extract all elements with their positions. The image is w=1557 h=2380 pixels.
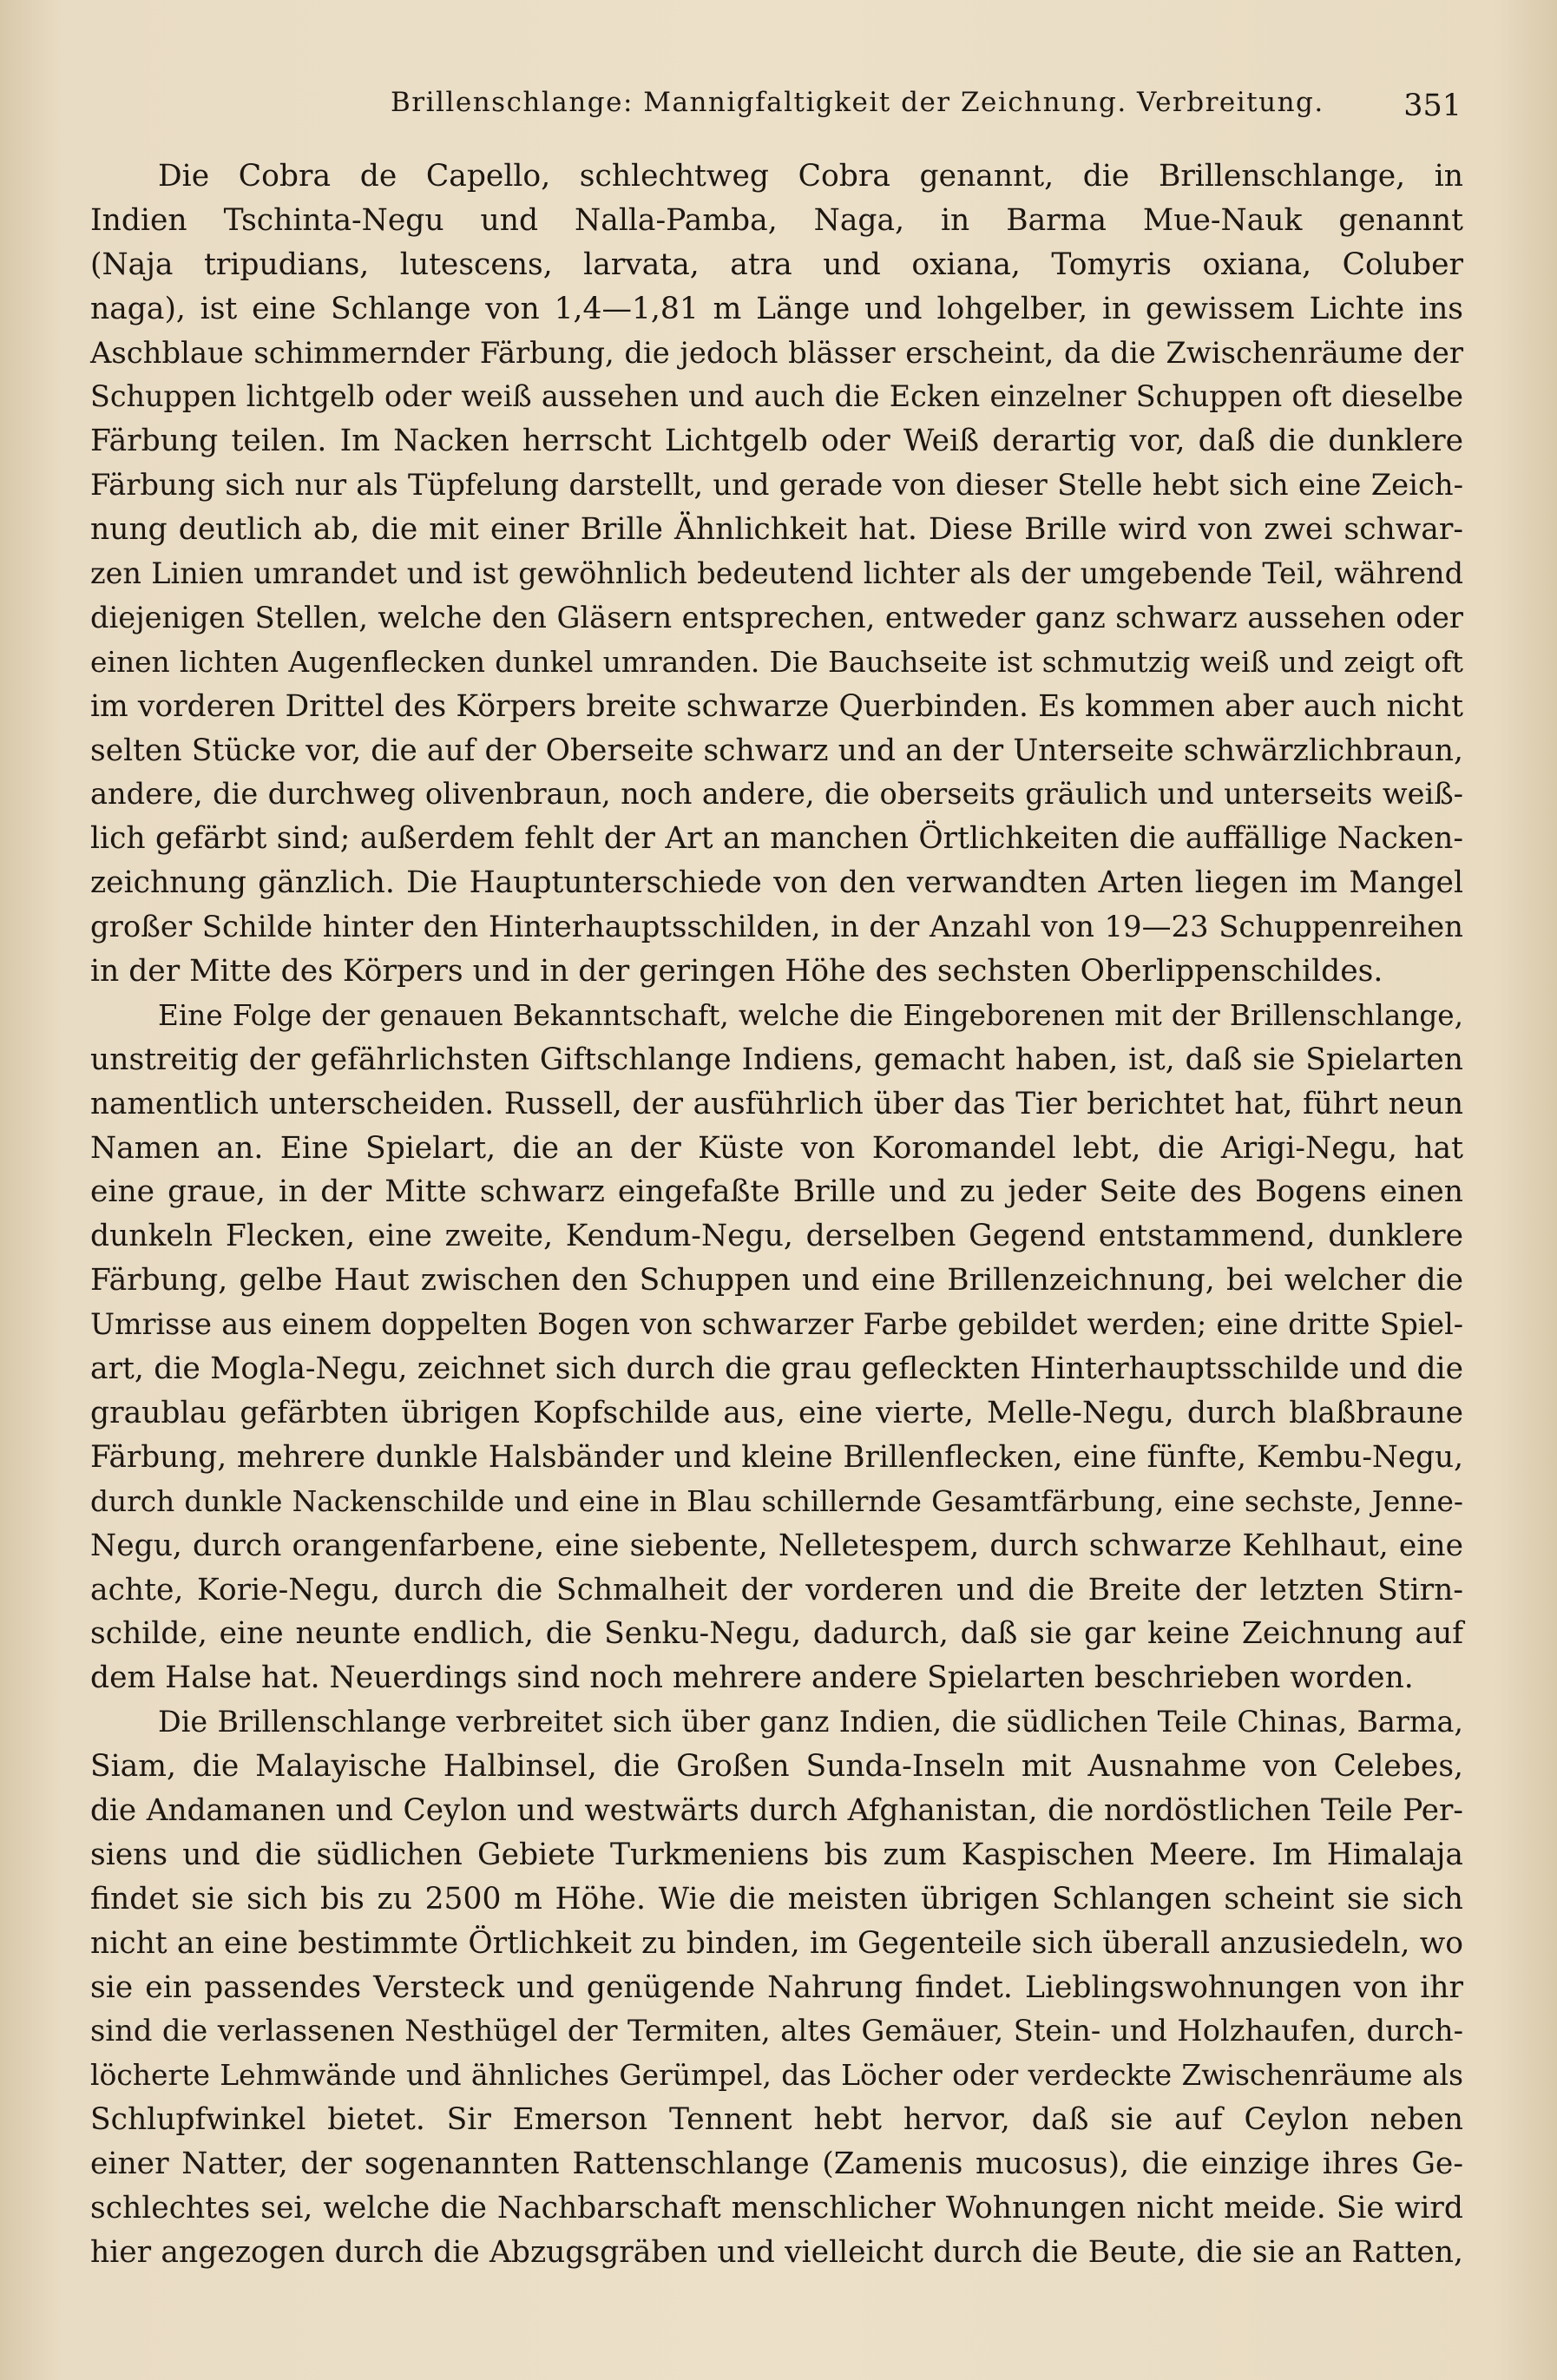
text-line: großer Schilde hinter den Hinterhauptsschilden, in der Anzahl von 19—23 Schuppenreihen (90, 910, 1463, 944)
text-line: zen Linien umrandet und ist gewöhnlich bedeutend lichter als der umgebende Teil, während (90, 556, 1463, 591)
text-line: selten Stücke vor, die auf der Oberseite schwarz und an der Unterseite schwärzlichbraun, (90, 733, 1463, 768)
text-line: unstreitig der gefährlichsten Giftschlange Indiens, gemacht haben, ist, daß sie Spielarten (90, 1042, 1463, 1077)
text-line: eine graue, in der Mitte schwarz eingefaßte Brille und zu jeder Seite des Bogens einen (90, 1174, 1463, 1210)
text-line: löcherte Lehmwände und ähnliches Gerümpel, das Löcher oder verdeckte Zwischenräume als (90, 2058, 1463, 2093)
text-line: hier angezogen durch die Abzugsgräben und vielleicht durch die Beute, die sie an Ratten, (90, 2234, 1463, 2270)
text-line: art, die Mogla-Negu, zeichnet sich durch die grau gefleckten Hinterhauptsschilde und die (90, 1351, 1463, 1387)
text-line: dem Halse hat. Neuerdings sind noch mehrere andere Spielarten beschrieben worden. (90, 1660, 1414, 1696)
text-line: Namen an. Eine Spielart, die an der Küste von Koromandel lebt, die Arigi-Negu, hat (90, 1130, 1463, 1166)
text-line: Negu, durch orangenfarbene, eine siebente, Nelletespem, durch schwarze Kehlhaut, eine (90, 1528, 1463, 1563)
running-title: Brillenschlange: Mannigfaltigkeit der Zeichnung. Verbreitung. (391, 87, 1324, 118)
text-line: Die Cobra de Capello, schlechtweg Cobra genannt, die Brillenschlange, in (158, 159, 1463, 194)
body-text (90, 155, 1463, 2275)
text-line: nicht an eine bestimmte Örtlichkeit zu binden, im Gegenteile sich überall anzusiedeln, wo (90, 1925, 1463, 1961)
text-line: nung deutlich ab, die mit einer Brille Ähnlichkeit hat. Diese Brille wird von zwei schwar- (90, 512, 1463, 548)
text-line: durch dunkle Nackenschilde und eine in Blau schillernde Gesamtfärbung, eine sechste, Jenne- (90, 1484, 1463, 1518)
text-line: sind die verlassenen Nesthügel der Termiten, altes Gemäuer, Stein- und Holzhaufen, durch- (90, 2014, 1463, 2048)
text-line: im vorderen Drittel des Körpers breite schwarze Querbinden. Es kommen aber auch nicht (90, 688, 1463, 724)
text-line: Färbung teilen. Im Nacken herrscht Lichtgelb oder Weiß derartig vor, daß die dunklere (90, 424, 1463, 459)
text-line: Schlupfwinkel bietet. Sir Emerson Tennent hebt hervor, daß sie auf Ceylon neben (90, 2102, 1463, 2138)
text-line: Färbung, gelbe Haut zwischen den Schuppen und eine Brillenzeichnung, bei welcher die (90, 1263, 1463, 1298)
text-line: Aschblaue schimmernder Färbung, die jedoch blässer erscheint, da die Zwischenräume der (90, 335, 1463, 370)
text-line: namentlich unterscheiden. Russell, der ausführlich über das Tier berichtet hat, führt neun (90, 1086, 1463, 1121)
text-line: siens und die südlichen Gebiete Turkmeniens bis zum Kaspischen Meere. Im Himalaja (90, 1837, 1463, 1872)
text-line: Eine Folge der genauen Bekanntschaft, welche die Eingeborenen mit der Brillenschlange, (158, 998, 1463, 1032)
text-line: findet sie sich bis zu 2500 m Höhe. Wie die meisten übrigen Schlangen scheint sie sich (90, 1881, 1463, 1916)
page-number: 351 (1403, 89, 1462, 123)
paragraph (90, 994, 1463, 1700)
text-line: andere, die durchweg olivenbraun, noch andere, die oberseits gräulich und unterseits weiß- (90, 777, 1463, 812)
text-line: zeichnung gänzlich. Die Hauptunterschiede von den verwandten Arten liegen im Mangel (90, 865, 1463, 901)
text-line: sie ein passendes Versteck und genügende Nahrung findet. Lieblingswohnungen von ihr (90, 1969, 1463, 2005)
paragraph (90, 155, 1463, 994)
text-line: Indien Tschinta-Negu und Nalla-Pamba, Naga, in Barma Mue-Nauk genannt (90, 202, 1463, 238)
text-line: dunkeln Flecken, eine zweite, Kendum-Negu, derselben Gegend entstammend, dunklere (90, 1219, 1463, 1254)
text-line: Umrisse aus einem doppelten Bogen von schwarzer Farbe gebildet werden; eine dritte Spiel- (90, 1307, 1463, 1342)
text-line: achte, Korie-Negu, durch die Schmalheit der vorderen und die Breite der letzten Stirn- (90, 1572, 1463, 1607)
text-line: (Naja tripudians, lutescens, larvata, atra und oxiana, Tomyris oxiana, Coluber (90, 247, 1463, 282)
text-line: schlechtes sei, welche die Nachbarschaft menschlicher Wohnungen nicht meide. Sie wird (90, 2190, 1463, 2225)
text-line: einer Natter, der sogenannten Rattenschlange (Zamenis mucosus), die einzige ihres Ge- (90, 2147, 1463, 2182)
text-line: Färbung sich nur als Tüpfelung darstellt, und gerade von dieser Stelle hebt sich eine Zeich- (90, 468, 1463, 503)
text-line: in der Mitte des Körpers und in der geringen Höhe des sechsten Oberlippenschildes. (90, 954, 1383, 989)
text-line: diejenigen Stellen, welche den Gläsern entsprechen, entweder ganz schwarz aussehen oder (90, 600, 1463, 634)
text-line: Siam, die Malayische Halbinsel, die Großen Sunda-Inseln mit Ausnahme von Celebes, (90, 1749, 1463, 1785)
text-line: Schuppen lichtgelb oder weiß aussehen und auch die Ecken einzelner Schuppen oft dieselbe (90, 379, 1463, 414)
text-line: Die Brillenschlange verbreitet sich über ganz Indien, die südlichen Teile Chinas, Barma, (158, 1705, 1463, 1739)
text-line: lich gefärbt sind; außerdem fehlt der Art an manchen Örtlichkeiten die auffällige Nacken- (90, 821, 1463, 857)
text-line: naga), ist eine Schlange von 1,4—1,81 m Länge und lohgelber, in gewissem Lichte ins (90, 291, 1463, 326)
text-line: schilde, eine neunte endlich, die Senku-Negu, dadurch, daß sie gar keine Zeichnung auf (90, 1616, 1463, 1652)
paragraph (90, 1700, 1463, 2275)
running-head (391, 87, 1475, 130)
text-line: die Andamanen und Ceylon und westwärts durch Afghanistan, die nordöstlichen Teile Per- (90, 1792, 1463, 1828)
text-line: einen lichten Augenflecken dunkel umranden. Die Bauchseite ist schmutzig weiß und zeigt oft (90, 645, 1463, 679)
text-line: graublau gefärbten übrigen Kopfschilde aus, eine vierte, Melle-Negu, durch blaßbraune (90, 1395, 1463, 1430)
text-line: Färbung, mehrere dunkle Halsbänder und kleine Brillenflecken, eine fünfte, Kembu-Negu, (90, 1439, 1463, 1475)
